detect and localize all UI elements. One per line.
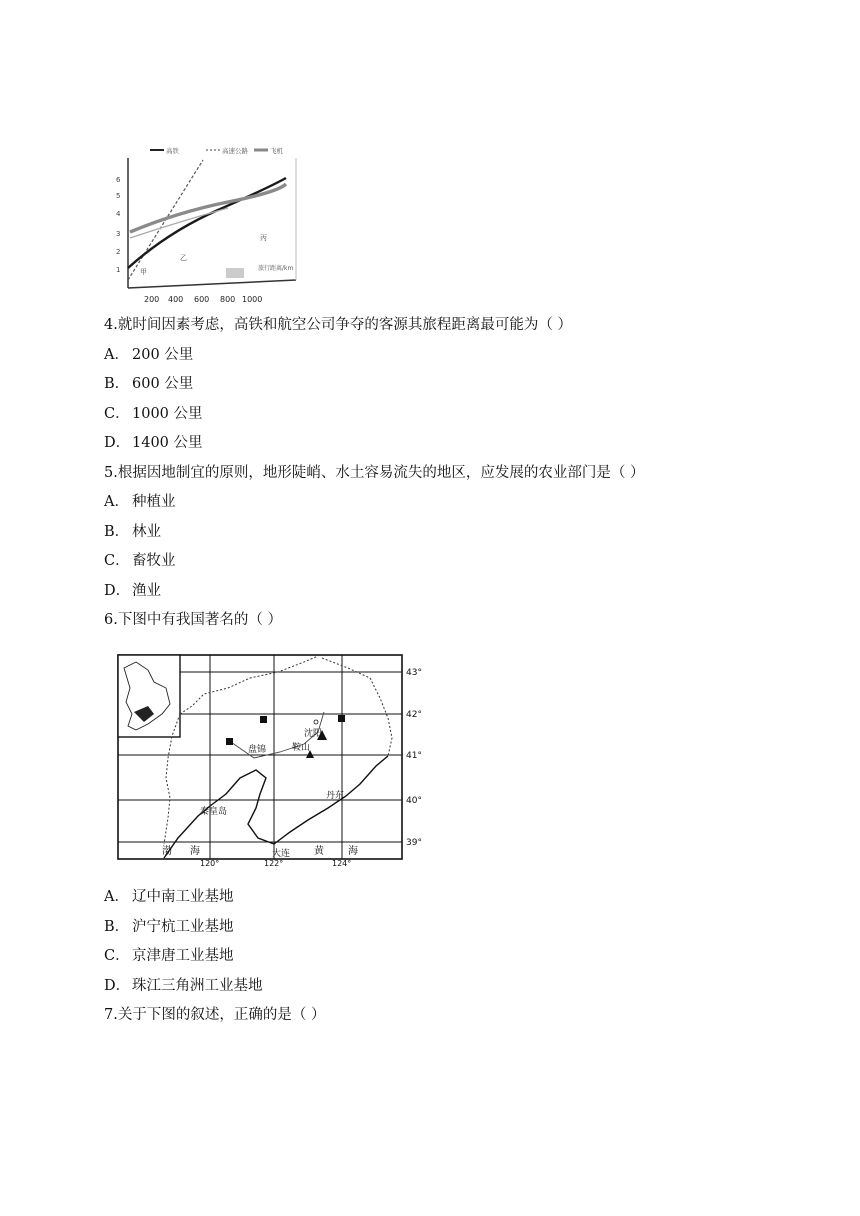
y-tick: 3: [116, 230, 121, 238]
option-letter: A．: [104, 889, 129, 905]
area-label: 甲: [140, 268, 147, 276]
lat-label: 40°: [406, 796, 422, 806]
x-tick: 800: [220, 295, 236, 304]
option-text: 600 公里: [132, 376, 194, 392]
lat-label: 39°: [406, 838, 422, 848]
q4-option-b[interactable]: [104, 374, 193, 394]
option-letter: C．: [104, 553, 130, 569]
x-tick: 200: [144, 295, 160, 304]
option-text: 畜牧业: [132, 553, 176, 569]
q5-option-c[interactable]: [104, 551, 176, 571]
coal-symbol: [226, 738, 233, 745]
y-tick: 2: [116, 248, 121, 256]
q6-option-a[interactable]: [104, 887, 234, 907]
coal-symbol: [260, 716, 267, 723]
liaoning-map-figure: [108, 648, 430, 866]
option-text: 珠江三角洲工业基地: [132, 978, 263, 994]
area-label: 丙: [260, 234, 267, 242]
city-qinhuangdao: 秦皇岛: [200, 807, 228, 817]
option-letter: B．: [104, 919, 130, 935]
x-tick: 600: [194, 295, 210, 304]
option-text: 种植业: [132, 494, 176, 510]
q4-option-c[interactable]: [104, 404, 203, 424]
option-letter: A．: [104, 347, 129, 363]
legend-highway: 高速公路: [222, 147, 248, 155]
sea-label: 渤: [162, 846, 172, 857]
lat-label: 43°: [406, 668, 422, 678]
option-text: 渔业: [132, 583, 161, 599]
city-panjin: 盘锦: [248, 745, 267, 755]
option-text: 林业: [132, 524, 161, 540]
option-letter: D．: [104, 978, 131, 994]
city-shenyang: 沈阳: [304, 729, 323, 739]
question-5-stem: 5.根据因地制宜的原则，地形陡峭、水土容易流失的地区，应发展的农业部门是（ ）: [104, 465, 645, 481]
lat-label: 42°: [406, 710, 422, 720]
y-tick: 1: [116, 266, 121, 274]
question-7-stem: 7.关于下图的叙述，正确的是（ ）: [104, 1007, 326, 1023]
x-tick: 400: [168, 295, 184, 304]
q5-option-b[interactable]: [104, 522, 161, 542]
option-text: 沪宁杭工业基地: [132, 919, 234, 935]
q4-option-d[interactable]: [104, 433, 203, 453]
legend-plane: 飞机: [270, 147, 283, 155]
option-letter: C．: [104, 406, 130, 422]
question-6-stem: 6.下图中有我国著名的（ ）: [104, 612, 282, 628]
x-tick: 1000: [242, 295, 263, 304]
y-tick: 6: [116, 176, 121, 184]
legend-rail: 高铁: [166, 147, 179, 155]
x-axis-label: 旅行距离/km: [258, 265, 294, 272]
option-text: 1000 公里: [132, 406, 203, 422]
lat-label: 41°: [406, 751, 422, 761]
q6-option-b[interactable]: [104, 917, 234, 937]
q6-option-d[interactable]: [104, 976, 263, 996]
q6-option-c[interactable]: [104, 946, 234, 966]
question-4-stem: 4.就时间因素考虑，高铁和航空公司争夺的客源其旅程距离最可能为（ ）: [104, 317, 572, 333]
option-text: 京津唐工业基地: [132, 948, 234, 964]
sea-label: 海: [348, 846, 358, 857]
option-letter: B．: [104, 524, 130, 540]
q4-option-a[interactable]: [104, 345, 193, 365]
option-text: 1400 公里: [132, 435, 203, 451]
q5-option-d[interactable]: [104, 581, 161, 601]
q5-option-a[interactable]: [104, 492, 176, 512]
lon-label: 120°: [200, 859, 220, 866]
option-letter: D．: [104, 583, 131, 599]
option-text: 辽中南工业基地: [132, 889, 234, 905]
city-dalian: 大连: [272, 849, 291, 859]
option-letter: D．: [104, 435, 131, 451]
option-letter: C．: [104, 948, 130, 964]
area-label: 乙: [180, 254, 187, 262]
city-anshan: 鞍山: [292, 743, 311, 753]
y-tick: 4: [116, 210, 121, 218]
option-letter: A．: [104, 494, 129, 510]
sea-label: 黄: [314, 846, 324, 857]
city-dandong: 丹东: [326, 791, 345, 801]
option-text: 200 公里: [132, 347, 194, 363]
option-letter: B．: [104, 376, 130, 392]
sea-label: 海: [190, 846, 200, 857]
y-tick: 5: [116, 192, 121, 200]
lon-label: 122°: [264, 859, 284, 866]
coal-symbol: [338, 715, 345, 722]
lon-label: 124°: [332, 859, 352, 866]
travel-time-figure: [108, 140, 318, 310]
